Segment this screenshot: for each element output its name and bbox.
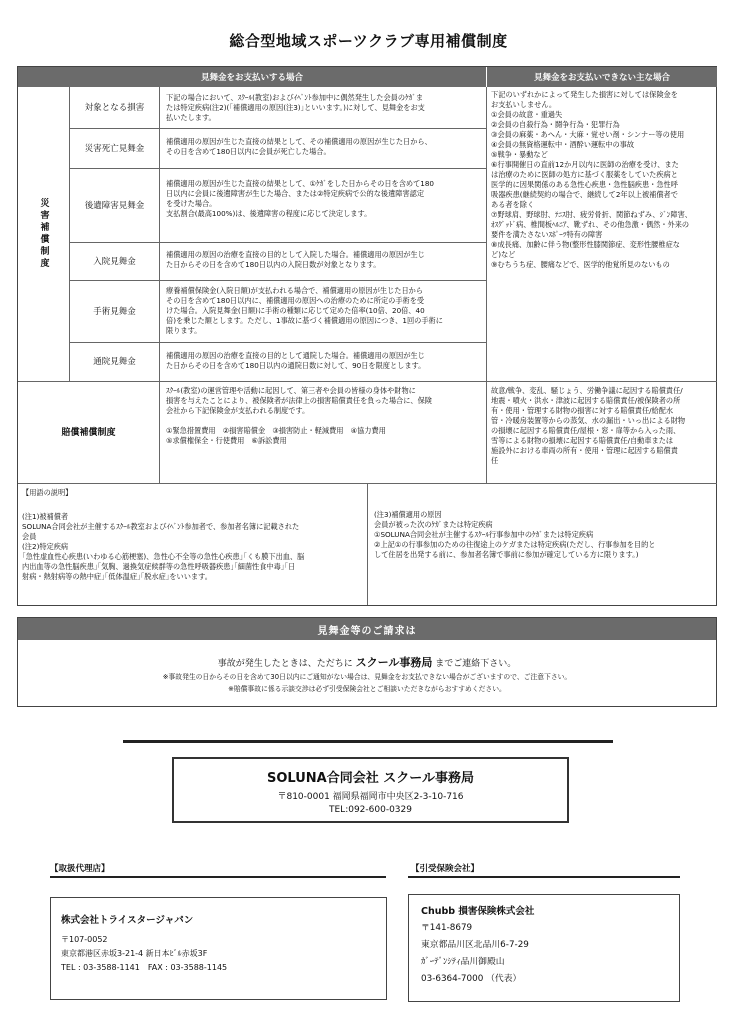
row-text-surgery: 療養補償保険金(入院日額)が支払われる場合で、補償適用の原因が生じた日から その日を含めて180日以内に、補償適用の原因への治療のために所定の手術を受 けた場合。入院見舞金(日額)に手術の種類に応じて定めた倍率(10倍、20倍、40 倍)を乗じた額とします。ただし、1事故に基づく補償適用の原因につき、1回の手術に 限ります。 [160, 281, 487, 343]
claims-note-1: ※事故発生の日からその日を含めて30日以内にご通知がない場合は、見舞金をお支払できない場合がございますので、ご注意下さい。 [162, 673, 572, 681]
exclusions-text: 下記のいずれかによって発生した損害に対しては保険金を お支払いしません。 ①会員の故意・重過失 ②会員の自殺行為・闘争行為・犯罪行為 ③会員の麻薬・あへん・大麻・覚せい剤・シンナー等の使用 ④会員の無資格運転中・酒酔い運転中の事故 ⑤戦争・暴動など ⑥行事開催日の直前12か月以内に医師の治療を受け、また は治療のために医師の処方に基づく服薬をしていた疾病と 医学的に因果関係のある急性心疾患・急性脳疾患・急性呼 吸器疾患(継続契約の場合で、継続して2年以上被補償者で ある者を除く ⑦野球肩、野球肘、ﾃﾆｽ肘、疲労骨折、関節ねずみ、ｼﾞﾝ障害、 ｵｽｸﾞｯﾄﾞ病、椎間板ﾍﾙﾆｱ、靴ずれ、その他急激・偶然・外来の 要件を満たさないｽﾎﾟｰﾂ特有の障害 ⑧成長痛、加齢に伴う物(整形性膝関節症、変形性腰椎症な ど)など ⑨むちうち症、腰痛などで、医学的他覚所見のないもの [487, 87, 717, 382]
row-label-death: 災害死亡見舞金 [70, 129, 160, 169]
insurer-name: Chubb 損害保険株式会社 [421, 906, 535, 917]
insurer-building: ｶﾞｰﾃﾞﾝｼﾃｨ品川御殿山 [421, 957, 505, 967]
row-label-outpatient: 通院見舞金 [70, 343, 160, 382]
insurer-zip: 〒141-8679 [421, 923, 473, 933]
agent-label-line [50, 876, 386, 878]
row-label-surgery: 手術見舞金 [70, 281, 160, 343]
insurer-tel: 03-6364-7000 （代表） [421, 974, 522, 984]
row-text-outpatient: 補償適用の原因の治療を直接の目的として通院した場合。補償適用の原因が生じ た日からその日を含めて180日以内の通院日数に対して、90日を限度とします。 [160, 343, 487, 382]
insurer-label: 【引受保険会社】 [411, 864, 480, 874]
disaster-label: 災害補償制度 [38, 198, 49, 270]
row-text-coverage: 下記の場合において、ｽｸｰﾙ(教室)およびｲﾍﾞﾝﾄ参加中に偶然発生した会員のｹｶﾞま たは特定疾病(注2)(｢補償適用の原因(注3)｣といいます。)に対して、見舞金をお支 払いたします。 [160, 87, 487, 129]
agent-box [50, 897, 387, 1000]
glossary-heading: 【用語の説明】 [22, 488, 73, 497]
agent-label: 【取扱代理店】 [50, 864, 110, 874]
glossary [17, 484, 717, 606]
office-tel: TEL:092-600-0329 [329, 805, 412, 815]
divider [123, 740, 613, 743]
disaster-category [18, 87, 70, 382]
glossary-left-text: (注1)被補償者 SOLUNA合同会社が主催するｽｸｰﾙ教室およびｲﾍﾞﾝﾄ参加者で、参加者名簿に記載された 会員 (注2)特定疾病 ｢急性虚血性心疾患(いわゆる心筋梗塞)、急性心不全等の急性心疾患｣｢くも膜下出血、脳 内出血等の急性脳疾患｣｢気胸、過換気症候群等の急性呼吸器疾患｣｢細菌性食中毒｣｢日 射病・熱射病等の熱中症｣｢低体温症｣｢脱水症｣をいいます。 [22, 512, 305, 581]
payable-header: 見舞金をお支払いする場合 [18, 67, 486, 87]
office-box [172, 757, 569, 823]
claims-main-text: 事故が発生したときは、ただちに スクール事務局 までご連絡下さい。 [217, 656, 517, 669]
row-label-hospital: 入院見舞金 [70, 243, 160, 281]
row-text-disability: 補償適用の原因が生じた直接の結果として、①ｹｶﾞをした日からその日を含めて180 日以内に会員に後遺障害が生じた場合、または②特定疾病で公的な後遺障害認定 を受けた場合。 支払割合(最高100%)は、後遺障害の程度に応じて決定します。 [160, 169, 487, 243]
claims-note-2: ※賠償事故に係る示談交渉は必ず引受保険会社とご相談いただきながらおすすめください。 [228, 685, 506, 693]
row-label-disability: 後遺障害見舞金 [70, 169, 160, 243]
row-text-hospital: 補償適用の原因の治療を直接の目的として入院した場合。補償適用の原因が生じ た日からその日を含めて180日以内の入院日数が対象となります。 [160, 243, 487, 281]
office-address: 〒810-0001 福岡県福岡市中央区2-3-10-716 [277, 792, 464, 802]
liability-text: ｽｸｰﾙ(教室)の運営管理や活動に起因して、第三者や会員の皆様の身体や財物に 損害を与えたことにより、被保険者が法律上の損害賠償責任を負った場合に、保険 会社から下記保険金が支払われる制度です。 ①緊急措置費用 ②損害賠償金 ③損害防止・軽減費用 ④協力費用 ⑤求償権保全・行使費用 ⑥訴訟費用 [160, 382, 487, 484]
document-title: 総合型地域スポーツクラブ専用補償制度 [229, 32, 508, 50]
liability-exclusions-text: 故意/戦争、変乱、騒じょう、労働争議に起因する賠償責任/ 地震・噴火・洪水・津波に起因する賠償責任/被保険者の所 有・使用・管理する財物の損害に対する賠償責任/給配水 管・冷暖房装置等からの蒸気、水の漏出・いっ出による財物 の損壊に起因する賠償責任/屋根・窓・扉等から入った雨、 雪等による財物の損壊に起因する賠償責任/自動車または 施設外における車両の所有・使用・管理に起因する賠償責 任 [487, 382, 717, 484]
compensation-table [17, 66, 717, 484]
not-payable-header: 見舞金をお支払いできない主な場合 [487, 67, 717, 87]
office-name: SOLUNA合同会社 スクール事務局 [267, 771, 474, 786]
agent-tel: TEL : 03-3588-1141 FAX : 03-3588-1145 [61, 963, 228, 972]
glossary-right-text: (注3)補償適用の原因 会員が被った次のｹｶﾞまたは特定疾病 ①SOLUNA合同会社が主催するｽｸｰﾙ行事参加中のｹｶﾞまたは特定疾病 ②上記①の行事参加のための往復途上のケガまたは特定疾病(ただし、行事参加を目的と して住居を出発する前に、参加者名簿で事前に参加が確定している方に限ります。) [374, 510, 656, 559]
row-label-coverage: 対象となる損害 [70, 87, 160, 129]
insurer-address: 東京都品川区北品川6-7-29 [421, 940, 529, 950]
insurer-box [408, 894, 680, 1002]
insurer-label-line [408, 876, 680, 878]
agent-address: 東京都港区赤坂3-21-4 新日本ﾋﾞﾙ赤坂3F [61, 949, 208, 958]
row-text-death: 補償適用の原因が生じた直接の結果として、その補償適用の原因が生じた日から、 その日を含めて180日以内に会員が死亡した場合。 [160, 129, 487, 169]
claims-section [17, 617, 717, 707]
agent-zip: 〒107-0052 [61, 935, 108, 944]
claims-header: 見舞金等のご請求は [18, 618, 716, 640]
agent-name: 株式会社トライスタージャパン [61, 915, 194, 926]
claims-office-name: スクール事務局 [355, 656, 433, 669]
liability-label: 賠償補償制度 [18, 382, 160, 484]
